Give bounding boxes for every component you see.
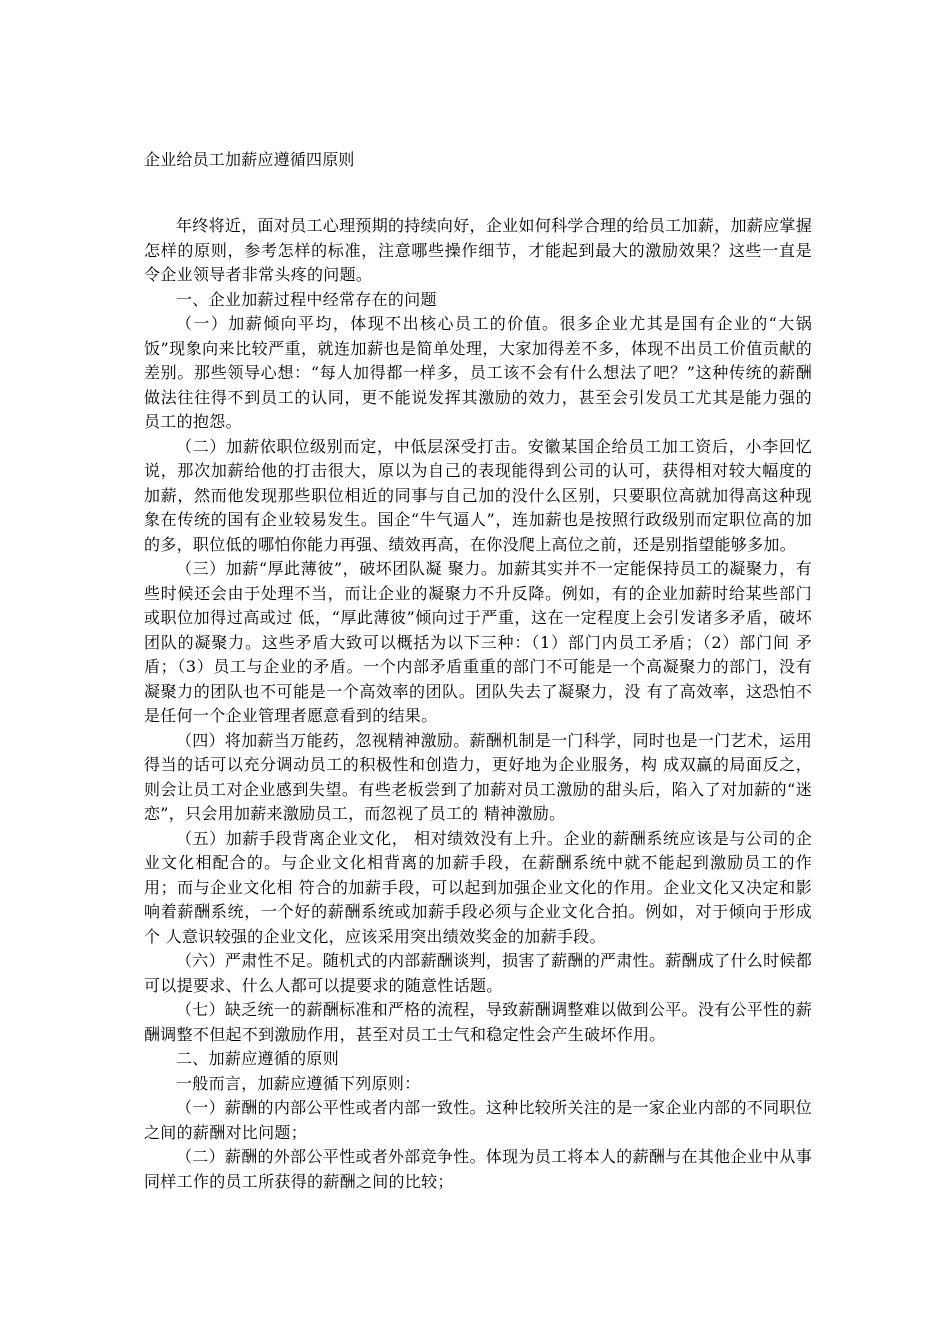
- document-page: [144, 148, 812, 1194]
- problem-paragraph-4: （四）将加薪当万能药，忽视精神激励。薪酬机制是一门科学，同时也是一门艺术，运用得当的话可以充分调动员工的积极性和创造力，更好地为企业服务，构 成双赢的局面反之，则会让员工对企业感到失望。有些老板尝到了加薪对员工激励的甜头后，陷入了对加薪的“迷恋”，只会用加薪来激励员工，而忽视了员工的 精神激励。: [144, 730, 812, 823]
- intro-paragraph: 年终将近，面对员工心理预期的持续向好，企业如何科学合理的给员工加薪，加薪应掌握怎样的原则，参考怎样的标准，注意哪些操作细节，才能起到最大的激励效果？这些一直是令企业领导者非常头疼的问题。: [144, 216, 812, 284]
- problem-paragraph-7: （七）缺乏统一的薪酬标准和严格的流程，导致薪酬调整难以做到公平。没有公平性的薪酬调整不但起不到激励作用，甚至对员工士气和稳定性会产生破坏作用。: [144, 1000, 812, 1044]
- problem-paragraph-3: （三）加薪“厚此薄彼”，破坏团队凝 聚力。加薪其实并不一定能保持员工的凝聚力，有些时候还会由于处理不当，而让企业的凝聚力不升反降。例如，有的企业加薪时给某些部门或职位加得过高或过 低，“厚此薄彼”倾向过于严重，这在一定程度上会引发诸多矛盾，破坏团队的凝聚力。这些矛盾大致可以概括为以下三种：（1）部门内员工矛盾；（2）部门间 矛盾；（3）员工与企业的矛盾。一个内部矛盾重重的部门不可能是一个高凝聚力的部门，没有凝聚力的团队也不可能是一个高效率的团队。团队失去了凝聚力，没 有了高效率，这恐怕不是任何一个企业管理者愿意看到的结果。: [144, 559, 812, 725]
- problem-paragraph-5: （五）加薪手段背离企业文化， 相对绩效没有上升。企业的薪酬系统应该是与公司的企业文化相配合的。与企业文化相背离的加薪手段，在薪酬系统中就不能起到激励员工的作用；而与企业文化相 符合的加薪手段，可以起到加强企业文化的作用。企业文化又决定和影响着薪酬系统，一个好的薪酬系统或加薪手段必须与企业文化合拍。例如，对于倾向于形成个 人意识较强的企业文化，应该采用突出绩效奖金的加薪手段。: [144, 828, 812, 946]
- principle-paragraph-2: （二）薪酬的外部公平性或者外部竞争性。体现为员工将本人的薪酬与在其他企业中从事同样工作的员工所获得的薪酬之间的比较；: [144, 1147, 812, 1191]
- problem-paragraph-6: （六）严肃性不足。随机式的内部薪酬谈判，损害了薪酬的严肃性。薪酬成了什么时候都可以提要求、什么人都可以提要求的随意性话题。: [144, 951, 812, 995]
- problem-paragraph-2: （二）加薪依职位级别而定，中低层深受打击。安徽某国企给员工加工资后，小李回忆说，那次加薪给他的打击很大，原以为自己的表现能得到公司的认可，获得相对较大幅度的加薪，然而他发现那些职位相近的同事与自己加的没什么区别，只要职位高就加得高这种现象在传统的国有企业较易发生。国企“牛气逼人”，连加薪也是按照行政级别而定职位高的加的多，职位低的哪怕你能力再强、绩效再高，在你没爬上高位之前，还是别指望能够多加。: [144, 436, 812, 554]
- section-heading-problems: 一、企业加薪过程中经常存在的问题: [176, 289, 437, 309]
- principle-paragraph-1: （一）薪酬的内部公平性或者内部一致性。这种比较所关注的是一家企业内部的不同职位之间的薪酬对比问题；: [144, 1098, 812, 1142]
- problem-paragraph-1: （一）加薪倾向平均，体现不出核心员工的价值。很多企业尤其是国有企业的“大锅饭”现象向来比较严重，就连加薪也是简单处理，大家加得差不多，体现不出员工价值贡献的差别。那些领导心想：“每人加得都一样多，员工该不会有什么想法了吧？”这种传统的薪酬做法往往得不到员工的认同，更不能说发挥其激励的效力，甚至会引发员工尤其是能力强的员工的抱怨。: [144, 314, 812, 431]
- principles-intro: 一般而言，加薪应遵循下列原则：: [176, 1073, 421, 1093]
- document-title: 企业给员工加薪应遵循四原则: [144, 150, 355, 169]
- section-heading-principles: 二、加薪应遵循的原则: [176, 1049, 340, 1068]
